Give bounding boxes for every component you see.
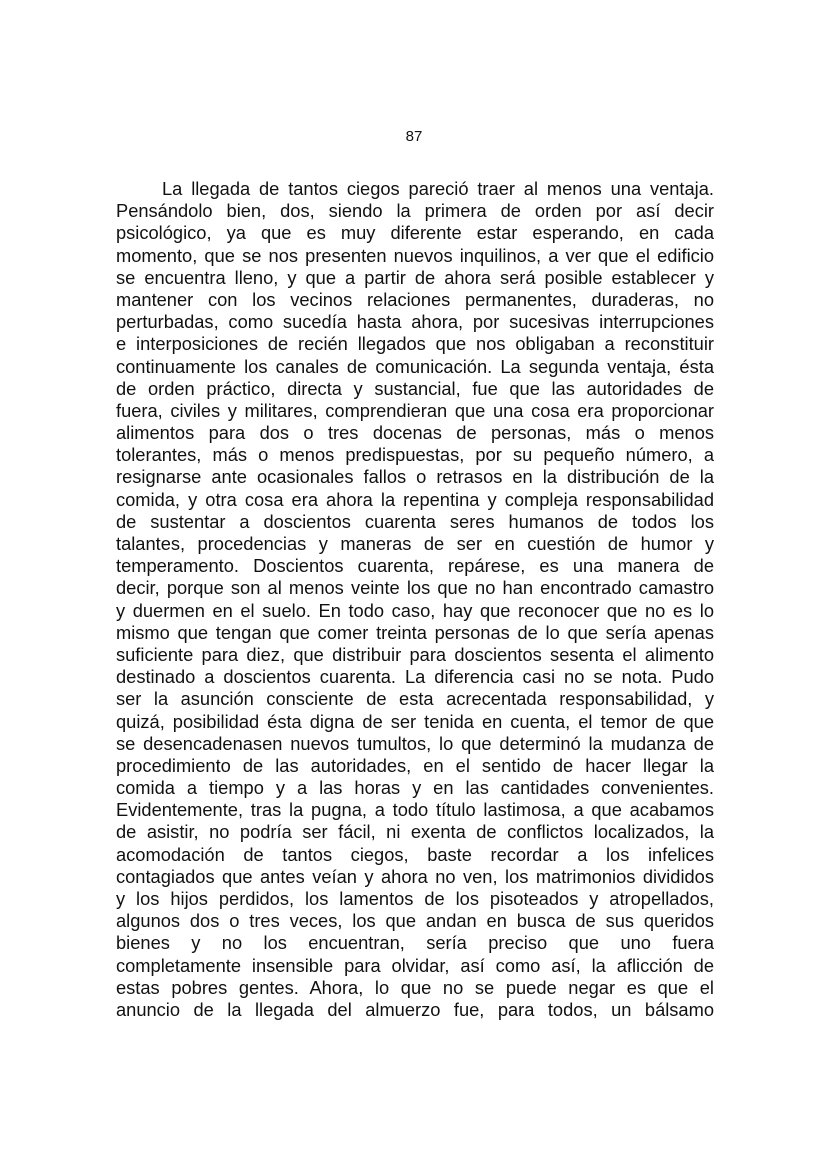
text-line: de asistir, no podría ser fácil, ni exenta de conflictos localizados, la — [116, 821, 714, 843]
text-line: se desencadenasen nuevos tumultos, lo que determinó la mudanza de — [116, 732, 714, 754]
text-line: talantes, procedencias y maneras de ser en cuestión de humor y — [116, 533, 714, 554]
text-line: mismo que tengan que comer treinta personas de lo que sería apenas — [116, 621, 714, 643]
text-line: quizá, posibilidad ésta digna de ser tenida en cuenta, el temor de que — [116, 710, 714, 732]
text-line: de orden práctico, directa y sustancial, fue que las autoridades de — [116, 377, 714, 399]
text-line: anuncio de la llegada del almuerzo fue, para todos, un bálsamo — [116, 998, 714, 1020]
text-line: ser la asunción consciente de esta acrecentada responsabilidad, y — [116, 688, 714, 710]
text-line: y los hijos perdidos, los lamentos de los pisoteados y atropellados, — [116, 888, 714, 909]
text-line: alimentos para dos o tres docenas de personas, más o menos — [116, 422, 714, 444]
text-line: estas pobres gentes. Ahora, lo que no se puede negar es que el — [116, 976, 714, 998]
text-line: e interposiciones de recién llegados que nos obligaban a reconstituir — [116, 333, 714, 355]
text-line: suficiente para diez, que distribuir para doscientos sesenta el alimento — [116, 643, 714, 665]
text-line: bienes y no los encuentran, sería preciso que uno fuera — [116, 932, 714, 954]
text-line: acomodación de tantos ciegos, baste recordar a los infelices — [116, 843, 714, 865]
text-line: perturbadas, como sucedía hasta ahora, por sucesivas interrupciones — [116, 311, 714, 333]
text-line: completamente insensible para olvidar, así como así, la aflicción de — [116, 954, 714, 976]
text-line: procedimiento de las autoridades, en el sentido de hacer llegar la — [116, 754, 714, 776]
text-line: se encuentra lleno, y que a partir de ahora será posible establecer y — [116, 266, 714, 288]
text-line: y duermen en el suelo. En todo caso, hay que reconocer que no es lo — [116, 599, 714, 621]
text-line: fuera, civiles y militares, comprendieran que una cosa era proporcionar — [116, 399, 714, 421]
text-line: Evidentemente, tras la pugna, a todo título lastimosa, a que acabamos — [116, 799, 714, 821]
text-line: comida a tiempo y a las horas y en las cantidades convenientes. — [116, 777, 714, 799]
text-line: algunos dos o tres veces, los que andan en busca de sus queridos — [116, 910, 714, 932]
text-line: de sustentar a doscientos cuarenta seres humanos de todos los — [116, 510, 714, 532]
text-line: Pensándolo bien, dos, siendo la primera de orden por así decir — [116, 200, 714, 222]
text-line: tolerantes, más o menos predispuestas, por su pequeño número, a — [116, 444, 714, 466]
text-line: La llegada de tantos ciegos pareció traer al menos una ventaja. — [162, 178, 714, 199]
text-line: temperamento. Doscientos cuarenta, repárese, es una manera de — [116, 555, 714, 577]
text-line: psicológico, ya que es muy diferente estar esperando, en cada — [116, 222, 714, 244]
text-line: momento, que se nos presenten nuevos inquilinos, a ver que el edificio — [116, 244, 714, 266]
text-line: contagiados que antes veían y ahora no ven, los matrimonios divididos — [116, 865, 714, 887]
text-line: mantener con los vecinos relaciones permanentes, duraderas, no — [116, 288, 714, 310]
text-line: resignarse ante ocasionales fallos o retrasos en la distribución de la — [116, 466, 714, 488]
text-line: decir, porque son al menos veinte los que no han encontrado camastro — [116, 577, 714, 599]
text-line: comida, y otra cosa era ahora la repentina y compleja responsabilidad — [116, 488, 714, 510]
text-line: destinado a doscientos cuarenta. La diferencia casi no se nota. Pudo — [116, 666, 714, 688]
page-number: 87 — [405, 128, 423, 145]
text-line: continuamente los canales de comunicación. La segunda ventaja, ésta — [116, 355, 714, 377]
body-paragraph — [116, 178, 714, 1021]
